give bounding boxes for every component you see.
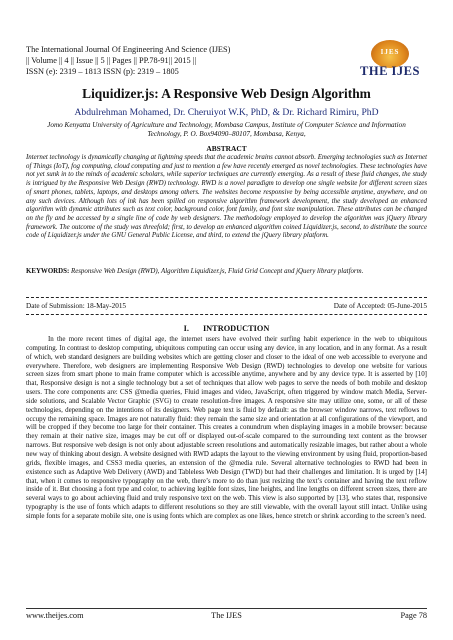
journal-header bbox=[26, 44, 356, 78]
section-heading bbox=[0, 324, 453, 333]
footer-rule bbox=[26, 608, 427, 609]
dates-bottom-rule bbox=[26, 314, 427, 315]
journal-name: The International Journal Of Engineering And Science (IJES) bbox=[26, 45, 231, 54]
keywords-text: Responsive Web Design (RWD), Algorithm Liquidizer.js, Fluid Grid Concept and jQuery library platform. bbox=[69, 268, 364, 275]
section-number: I. bbox=[183, 324, 189, 333]
author-affiliation: Jomo Kenyatta University of Agriculture and Technology, Mombasa Campus, Institute of Computer Science and Information Technology, P. O. Box94090–80107, Mombasa, Kenya, bbox=[47, 121, 406, 139]
dates-top-rule bbox=[26, 297, 427, 298]
abstract-text: Internet technology is dynamically changing at lightning speeds that the academic brains cannot absorb. Emerging technologies such as Internet of Things (IoT), fog computing, cloud computing and just to mention a few have recently emerged as novel technologies. These technologies have not yet sunk in to the minds of academic scholars, while superior techniques are currently emerging. As a result of these fluid changes, the study is intrigued by the Responsive Web Design (RWD) technology. RWD is a novel paradigm to develop one single website for different screen sizes of smart phones, tablets, laptops, and desktops among others. The websites become responsive by being accessible anytime, anywhere, and on any such devices. Although lots of ink has been spilled on responsive algorithm framework development, the study developed an enhanced algorithm with dynamic attributes such as text color, background color, font family, and font size manipulation. These attributes can be changed on the fly and be accessed by a single line of code by web designers. The methodology employed to develop the algorithm was jQuery library framework. The outcome of the study was threefold; first, to develop an enhanced algorithm coined Liquidizer.js, second, to distribute the source code of Liquidizer.js under the GNU General Public License, and third, to extend the jQuery library platform. bbox=[26, 154, 427, 240]
paper-title: Liquidizer.js: A Responsive Web Design Algorithm bbox=[82, 86, 371, 101]
logo-emblem-icon: IJES bbox=[371, 40, 409, 68]
footer-page-number: Page 78 bbox=[400, 611, 427, 620]
accepted-date: Date of Accepted: 05-June-2015 bbox=[333, 302, 427, 310]
introduction-body bbox=[26, 335, 427, 521]
submission-date: Date of Submission: 18-May-2015 bbox=[26, 302, 127, 310]
ijes-logo bbox=[353, 40, 427, 80]
footer-journal: The IJES bbox=[211, 611, 242, 620]
journal-volume: || Volume || 4 || Issue || 5 || Pages || PP.78-91|| 2015 || bbox=[26, 56, 197, 66]
section-title: INTRODUCTION bbox=[202, 324, 270, 333]
journal-issn: ISSN (e): 2319 – 1813 ISSN (p): 2319 – 1805 bbox=[26, 67, 179, 77]
paper-authors: Abdulrehman Mohamed, Dr. Cheruiyot W.K, PhD, & Dr. Richard Rimiru, PhD bbox=[74, 107, 379, 118]
keywords-label: KEYWORDS: bbox=[26, 268, 70, 275]
logo-wordmark: THE IJES bbox=[360, 64, 420, 78]
footer-website: www.theijes.com bbox=[26, 611, 84, 620]
body-paragraph: In the more recent times of digital age, the internet users have evolved their surfing habit experience in the web to ubiquitous computing. In contrast to desktop computing, ubiquitous computing can occur using any device, in any location, and in any format. As a result of which, web standard designers are building websites which are getting closer and closer to the ideal of one web accessible to everyone and everywhere. Therefore, web designers are implementing Responsive Web Design (RWD) technologies to develop one website for various screen sizes from smart phone to main frame computer which is accessible anytime, anywhere and by any device type. It is asserted by [10] that, Responsive design is not a single technology but a set of techniques that allow web pages to serve the needs of both mobile and desktop users. The core components are: CSS @media queries, Fluid images and video, JavaScript, often triggered by window match Media, Server-side solutions, and Scalable Vector Graphic (SVG) to create resolution-free images. A responsive site may utilize one, some, or all of these technologies, depending on the intentions of its designers. Web page text is fluid by default: as the browser window narrows, text reflows to occupy the remaining space. Images are not naturally fluid: they remain the same size and orientation at all configurations of the viewport, and will be cropped if they become too large for their container. This creates a conundrum when displaying images in a mobile browser: because they remain at their native size, images may be cut off or displayed out-of-scale compared to the surrounding text content as the browser narrows. But responsive web design is not only about adjustable screen resolutions and automatically resizable images, but rather about a whole new way of thinking about design. A website designed with RWD adapts the layout to the viewing environment by using fluid, proportion-based grids, flexible images, and CSS3 media queries, an extension of the @media rule. Several alternative technologies to RWD had been in existence such as Adaptive Web Delivery (AWD) and Tableless Web Design (TWD) but had their challenges and limitation. It is urged by [14] that, when it comes to responsive typography on the web, there’s more to do than just resizing the text’s container and having the text reflow inside of it. But choosing a font type and color, to achieving legible font sizes, line heights, and line lengths on different screen sizes, there are several ways to go about achieving fluid and truly responsive text on the web. This view is also supported by [13], who states that, responsive typography is the use of fonts which adapts to different resolutions so they are still viewable, with the overall layout still intact. Unlike using simple fonts for a separate mobile site, one is using fonts which are complex as one likes, hence stretch or shrink according to the screen’s need. bbox=[26, 335, 427, 520]
abstract-heading: ABSTRACT bbox=[26, 144, 427, 153]
keywords bbox=[26, 268, 427, 277]
